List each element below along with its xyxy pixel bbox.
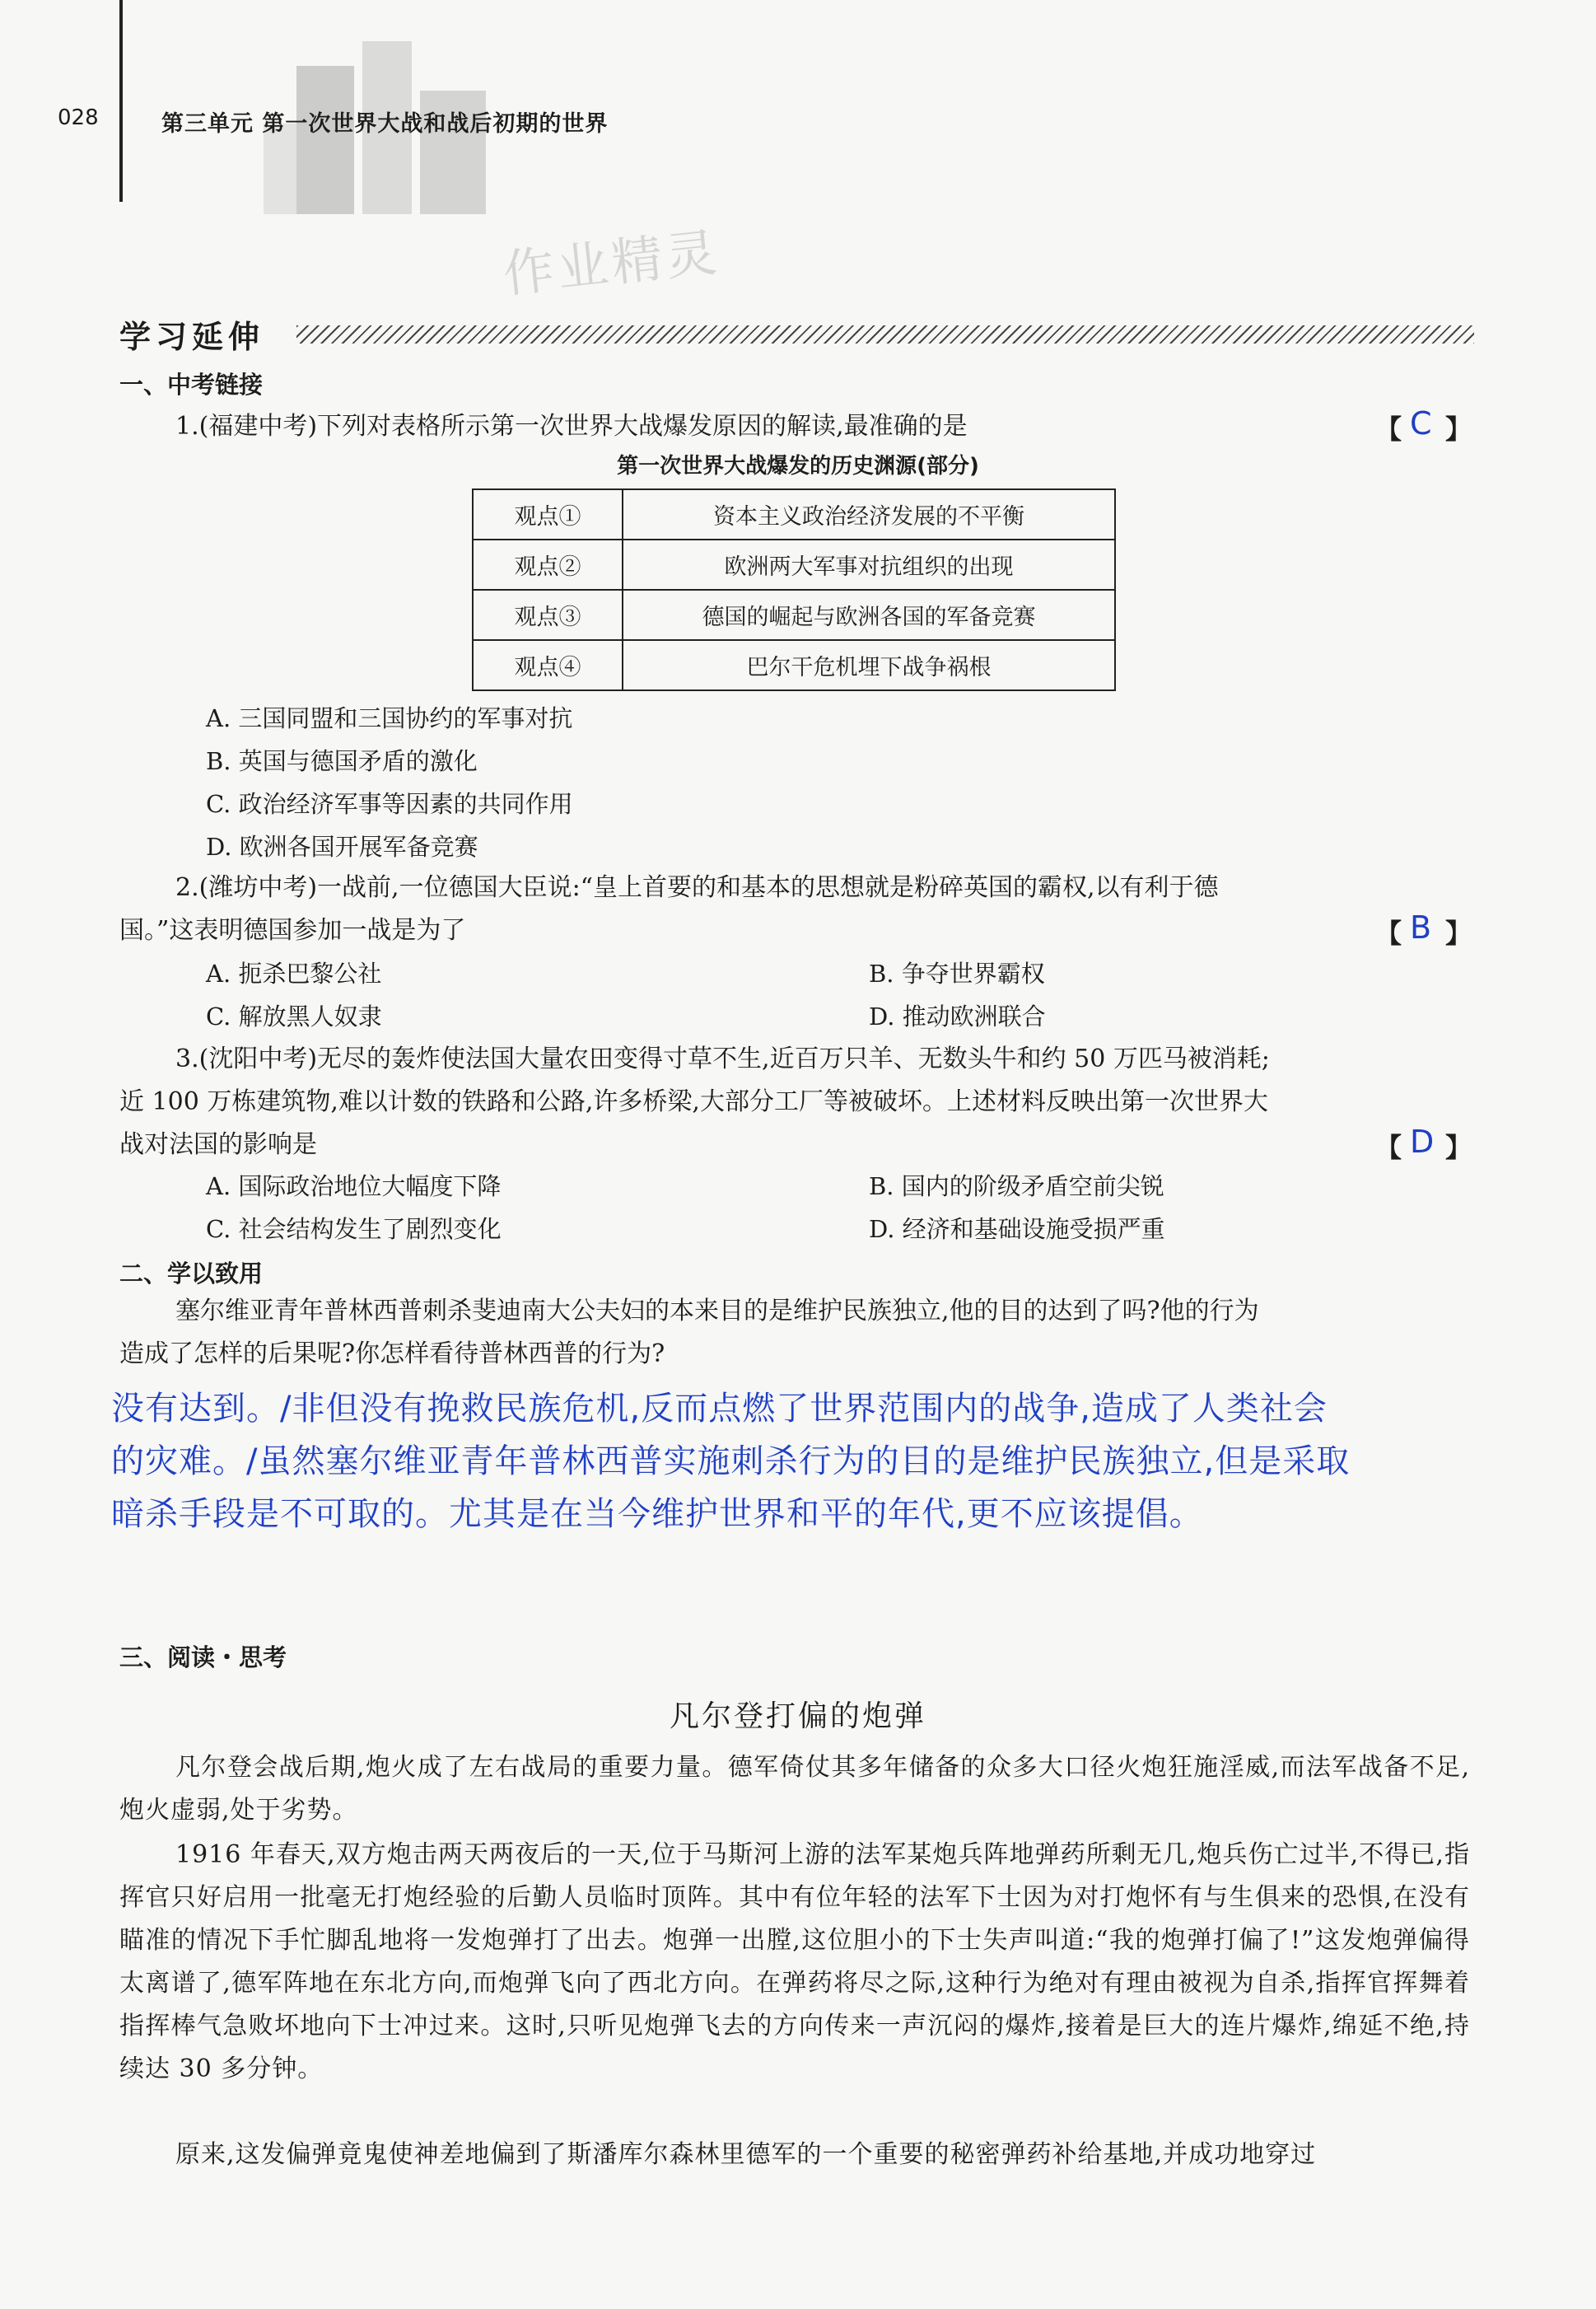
handwritten-answer-line2: 的灾难。/虽然塞尔维亚青年普林西普实施刺杀行为的目的是维护民族独立,但是采取 bbox=[111, 1442, 1351, 1480]
table-cell-key: 观点④ bbox=[473, 640, 623, 690]
q1-stem: 1.(福建中考)下列对表格所示第一次世界大战爆发原因的解读,最准确的是 bbox=[175, 412, 968, 441]
table-caption: 第一次世界大战爆发的历史渊源(部分) bbox=[617, 454, 979, 479]
reading-paragraph-1: 凡尔登会战后期,炮火成了左右战局的重要力量。德军倚仗其多年储备的众多大口径火炮狂施淫威,而法军战备不足,炮火虚弱,处于劣势。 bbox=[119, 1753, 1470, 1825]
part2-heading: 二、学以致用 bbox=[119, 1260, 264, 1288]
section-title-hatch bbox=[296, 325, 1474, 344]
q3-option-b: B. 国内的阶级矛盾空前尖锐 bbox=[869, 1172, 1164, 1200]
q3-option-c: C. 社会结构发生了剧烈变化 bbox=[206, 1215, 502, 1243]
watermark: 作业精灵 bbox=[500, 222, 723, 305]
q2-line1: 2.(潍坊中考)一战前,一位德国大臣说:“皇上首要的和基本的思想就是粉碎英国的霸权,以有利于德 bbox=[175, 873, 1219, 902]
table-cell-value: 德国的崛起与欧洲各国的军备竞赛 bbox=[623, 590, 1115, 640]
handwritten-answer-line3: 暗杀手段是不可取的。尤其是在当今维护世界和平的年代,更不应该提倡。 bbox=[111, 1495, 1203, 1533]
q2-bracket-close: 】 bbox=[1445, 918, 1472, 949]
reading-paragraph-3: 原来,这发偏弹竟鬼使神差地偏到了斯潘库尔森林里德军的一个重要的秘密弹药补给基地,并成功地穿过 bbox=[175, 2140, 1317, 2169]
q2-option-d: D. 推动欧洲联合 bbox=[869, 1003, 1046, 1031]
part1-heading: 一、中考链接 bbox=[119, 371, 264, 399]
part2-question-line1: 塞尔维亚青年普林西普刺杀斐迪南大公夫妇的本来目的是维护民族独立,他的目的达到了吗?他的行为 bbox=[175, 1297, 1259, 1325]
q1-option-b: B. 英国与德国矛盾的激化 bbox=[206, 747, 478, 775]
q2-answer: B bbox=[1410, 909, 1432, 946]
table-row bbox=[473, 540, 1115, 590]
q1-option-d: D. 欧洲各国开展军备竞赛 bbox=[206, 833, 478, 861]
history-table bbox=[472, 488, 1116, 691]
q1-option-c: C. 政治经济军事等因素的共同作用 bbox=[206, 790, 573, 818]
header-rule bbox=[119, 0, 123, 202]
unit-title: 第三单元 第一次世界大战和战后初期的世界 bbox=[161, 111, 609, 137]
q1-bracket-open: 【 bbox=[1375, 414, 1402, 445]
table-cell-key: 观点③ bbox=[473, 590, 623, 640]
table-row bbox=[473, 489, 1115, 540]
q3-line2: 近 100 万栋建筑物,难以计数的铁路和公路,许多桥梁,大部分工厂等被破坏。上述材料反映出第一次世界大 bbox=[119, 1087, 1268, 1116]
part3-heading: 三、阅读・思考 bbox=[119, 1643, 287, 1671]
q2-option-a: A. 扼杀巴黎公社 bbox=[206, 960, 382, 988]
table-row bbox=[473, 640, 1115, 690]
q2-option-b: B. 争夺世界霸权 bbox=[869, 960, 1045, 988]
q2-line2: 国。”这表明德国参加一战是为了 bbox=[119, 916, 466, 945]
q3-option-a: A. 国际政治地位大幅度下降 bbox=[206, 1172, 502, 1200]
q3-option-d: D. 经济和基础设施受损严重 bbox=[869, 1215, 1165, 1243]
table-cell-value: 欧洲两大军事对抗组织的出现 bbox=[623, 540, 1115, 590]
table-cell-value: 资本主义政治经济发展的不平衡 bbox=[623, 489, 1115, 540]
q1-bracket-close: 】 bbox=[1445, 414, 1472, 445]
q3-line1: 3.(沈阳中考)无尽的轰炸使法国大量农田变得寸草不生,近百万只羊、无数头牛和约 50 万匹马被消耗; bbox=[175, 1045, 1270, 1073]
table-cell-value: 巴尔干危机埋下战争祸根 bbox=[623, 640, 1115, 690]
table-cell-key: 观点② bbox=[473, 540, 623, 590]
page-number: 028 bbox=[58, 105, 99, 130]
q3-bracket-close: 】 bbox=[1445, 1132, 1472, 1163]
q2-bracket-open: 【 bbox=[1375, 918, 1402, 949]
section-title: 学习延伸 bbox=[119, 319, 265, 355]
part2-question-line2: 造成了怎样的后果呢?你怎样看待普林西普的行为? bbox=[119, 1339, 665, 1368]
q3-answer: D bbox=[1410, 1124, 1435, 1160]
q3-line3: 战对法国的影响是 bbox=[119, 1130, 317, 1159]
table-row bbox=[473, 590, 1115, 640]
q1-option-a: A. 三国同盟和三国协约的军事对抗 bbox=[206, 704, 573, 732]
q1-answer: C bbox=[1410, 405, 1432, 442]
q3-bracket-open: 【 bbox=[1375, 1132, 1402, 1163]
table-cell-key: 观点① bbox=[473, 489, 623, 540]
reading-paragraph-2: 1916 年春天,双方炮击两天两夜后的一天,位于马斯河上游的法军某炮兵阵地弹药所剩无几,炮兵伤亡过半,不得已,指挥官只好启用一批毫无打炮经验的后勤人员临时顶阵。其中有位年轻的法军下士因为对打炮怀有与生俱来的恐惧,在没有瞄准的情况下手忙脚乱地将一发炮弹打了出去。炮弹一出膛,这位胆小的下士失声叫道:“我的炮弹打偏了!”这发炮弹偏得太离谱了,德军阵地在东北方向,而炮弹飞向了西北方向。在弹药将尽之际,这种行为绝对有理由被视为自杀,指挥官挥舞着指挥棒气急败坏地向下士冲过来。这时,只听见炮弹飞去的方向传来一声沉闷的爆炸,接着是巨大的连片爆炸,绵延不绝,持续达 30 多分钟。 bbox=[119, 1840, 1470, 2083]
q2-option-c: C. 解放黑人奴隶 bbox=[206, 1003, 382, 1031]
handwritten-answer-line1: 没有达到。/非但没有挽救民族危机,反而点燃了世界范围内的战争,造成了人类社会 bbox=[111, 1390, 1328, 1428]
reading-title: 凡尔登打偏的炮弹 bbox=[669, 1699, 926, 1733]
